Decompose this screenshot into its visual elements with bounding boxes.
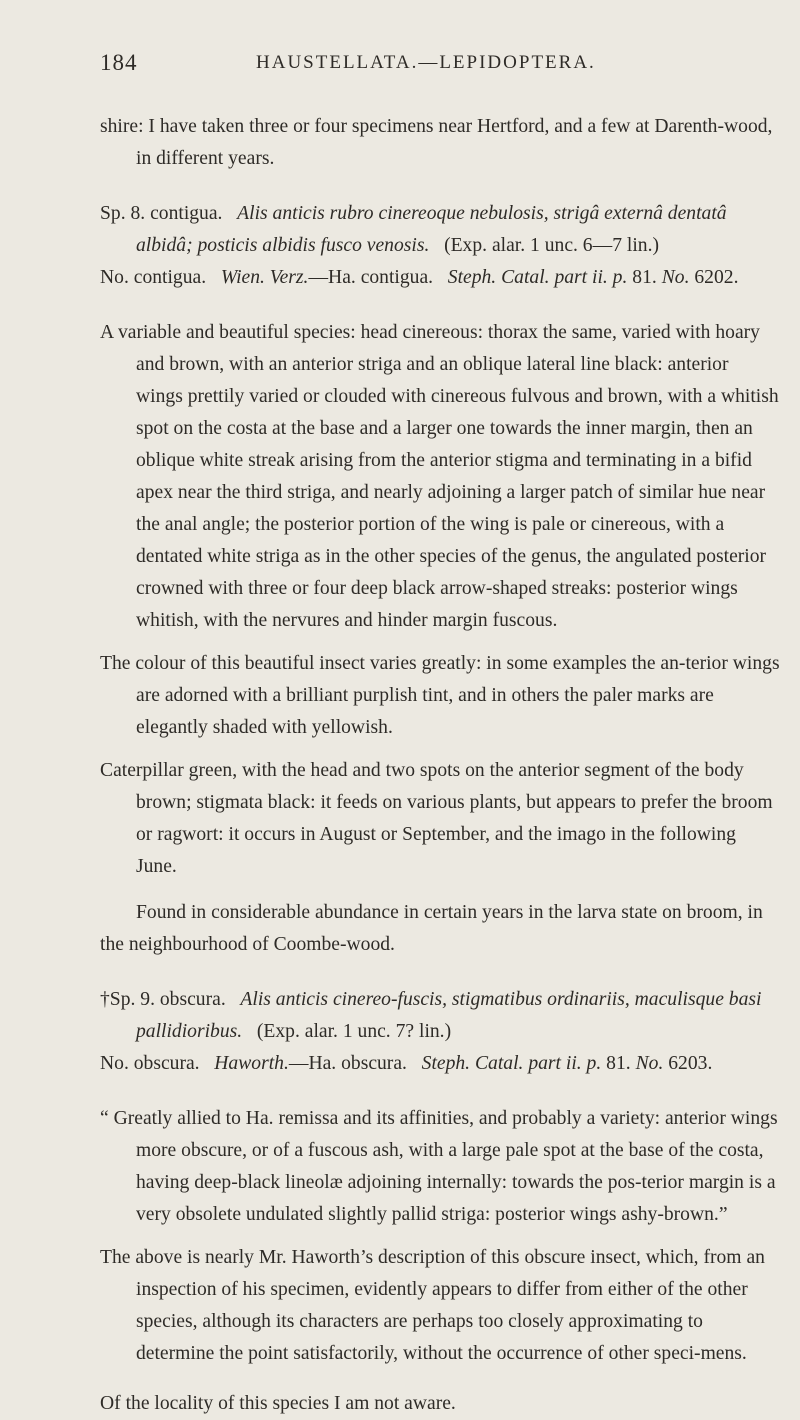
description-paragraph: A variable and beautiful species: head cinereous: thorax the same, varied with hoary and brown, with an anterior striga and an oblique lateral line black: anterior wings prettily varied or clouded with cinereous fulvous and brown, with a whitish spot on the costa at the base and a larger one towards the inner margin, then an oblique white streak arising from the anterior stigma and terminating in a bifid apex near the third striga, and nearly adjoining a larger patch of similar hue near the anal angle; the posterior portion of the wing is pale or cinereous, with a dentated white striga as in the other species of the genus, the angulated posterior crowned with three or four deep black arrow-shaped streaks: posterior wings whitish, with the nervures and hinder margin fuscous. (100, 322, 779, 631)
intro-paragraph: shire: I have taken three or four specimens near Hertford, and a few at Darenth-wood, in different years. (100, 116, 773, 169)
species-8-entry (100, 198, 780, 262)
synonym-author: Wien. Verz. (220, 267, 309, 288)
species-8-expanse: (Exp. alar. 1 unc. 6—7 lin.) (444, 235, 660, 256)
quote-paragraph: “ Greatly allied to Ha. remissa and its affinities, and probably a variety: anterior wings more obscure, or of a fuscous ash, with a large pale spot at the base of the costa, having deep-black lineolæ adjoining internally: towards the pos-terior margin is a very obsolete undulated slightly pallid striga: posterior wings ashy-brown.” (100, 1108, 778, 1225)
page-number: 184 (100, 50, 138, 75)
species-8-synonymy (100, 262, 780, 294)
catalogue-reference: Steph. Catal. part ii. p. (447, 267, 628, 288)
species-9-diagnosis: Alis anticis cinereo-fuscis, stigmatibus ordinariis, maculisque basi pallidioribus. (136, 989, 762, 1042)
page-header (100, 50, 760, 90)
running-title: HAUSTELLATA.—LEPIDOPTERA. (256, 52, 596, 73)
species-9-label: †Sp. 9. obscura. (100, 989, 226, 1010)
synonym-name: No. contigua. (100, 267, 207, 288)
synonym-genus: Ha. obscura. (308, 1053, 407, 1074)
colour-paragraph: The colour of this beautiful insect varies greatly: in some examples the an-terior wings are adorned with a brilliant purplish tint, and in others the paler marks are elegantly shaded with yellowish. (100, 653, 780, 738)
species-8-label: Sp. 8. contigua. (100, 203, 223, 224)
catalogue-no-label: No. (635, 1053, 664, 1074)
synonym-separator: — (308, 267, 329, 288)
page-body (100, 111, 780, 1420)
catalogue-reference: Steph. Catal. part ii. p. (421, 1053, 602, 1074)
found-paragraph: Found in considerable abundance in certain years in the larva state on broom, in the neighbourhood of Coombe-wood. (100, 902, 763, 955)
catalogue-no-label: No. (661, 267, 690, 288)
synonym-separator: — (288, 1053, 309, 1074)
synonym-author: Haworth. (214, 1053, 289, 1074)
species-9-expanse: (Exp. alar. 1 unc. 7? lin.) (256, 1021, 452, 1042)
locality-paragraph: Of the locality of this species I am not aware. (100, 1393, 456, 1414)
species-9-entry (100, 984, 780, 1048)
catalogue-number: 6202. (694, 267, 739, 288)
caterpillar-paragraph: Caterpillar green, with the head and two spots on the anterior segment of the body brown; stigmata black: it feeds on various plants, but appears to prefer the broom or ragwort: it occurs in August or September, and the imago in the following June. (100, 760, 773, 877)
synonym-name: No. obscura. (100, 1053, 200, 1074)
synonym-genus: Ha. contigua. (328, 267, 434, 288)
catalogue-number: 6203. (668, 1053, 713, 1074)
catalogue-page: 81. (606, 1053, 631, 1074)
species-9-synonymy (100, 1048, 780, 1080)
species-8-diagnosis: Alis anticis rubro cinereoque nebulosis, strigâ externâ dentatâ albidâ; posticis albidis fusco venosis. (136, 203, 727, 256)
catalogue-page: 81. (632, 267, 657, 288)
haworth-note-paragraph: The above is nearly Mr. Haworth’s description of this obscure insect, which, from an inspection of his specimen, evidently appears to differ from either of the other species, although its characters are perhaps too closely approximating to determine the point satisfactorily, without the occurrence of other speci-mens. (100, 1247, 765, 1364)
